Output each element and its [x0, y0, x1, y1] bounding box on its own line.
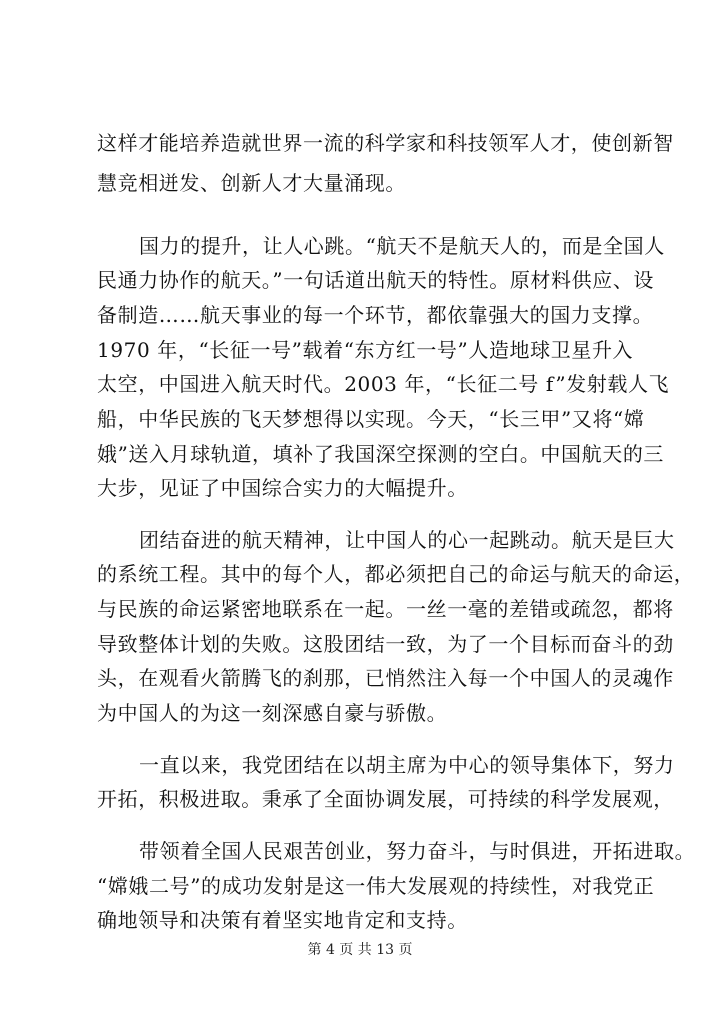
paragraph-start-line: 带领着全国人民艰苦创业，努力奋斗，与时俱进，开拓进取。	[139, 839, 696, 863]
text-line: 这样才能培养造就世界一流的科学家和科技领军人才，使创新智	[97, 131, 674, 155]
paragraph-start-line: 国力的提升，让人心跳。“航天不是航天人的，而是全国人	[139, 234, 665, 258]
text-line: 大步，见证了中国综合实力的大幅提升。	[97, 476, 468, 500]
text-line: 的系统工程。其中的每个人，都必须把自己的命运与航天的命运，	[97, 562, 695, 586]
text-line: 与民族的命运紧密地联系在一起。一丝一毫的差错或疏忽，都将	[97, 597, 674, 621]
page-number-footer: 第 4 页 共 13 页	[307, 942, 413, 958]
text-line: 太空，中国进入航天时代。2003 年，“长征二号 f”发射载人飞	[97, 372, 670, 396]
text-line: 船，中华民族的飞天梦想得以实现。今天，“长三甲”又将“嫦	[97, 407, 645, 431]
text-line: 开拓，积极进取。秉承了全面协调发展，可持续的科学发展观，	[97, 787, 674, 811]
text-line: 为中国人的为这一刻深感自豪与骄傲。	[97, 701, 448, 725]
paragraph-start-line: 一直以来，我党团结在以胡主席为中心的领导集体下，努力	[139, 753, 675, 777]
text-line: 确地领导和决策有着坚实地肯定和支持。	[97, 908, 468, 932]
text-line: 头，在观看火箭腾飞的刹那，已悄然注入每一个中国人的灵魂作	[97, 666, 674, 690]
text-line: 导致整体计划的失败。这股团结一致，为了一个目标而奋斗的劲	[97, 632, 674, 656]
text-line: 民通力协作的航天。”一句话道出航天的特性。原材料供应、设	[97, 268, 655, 292]
paragraph-start-line: 团结奋进的航天精神，让中国人的心一起跳动。航天是巨大	[139, 528, 675, 552]
text-line: 备制造……航天事业的每一个环节，都依靠强大的国力支撑。	[97, 303, 654, 327]
text-line: “嫦娥二号”的成功发射是这一伟大发展观的持续性，对我党正	[97, 874, 655, 898]
text-line: 娥”送入月球轨道，填补了我国深空探测的空白。中国航天的三	[97, 442, 665, 466]
text-line: 1970 年，“长征一号”载着“东方红一号”人造地球卫星升入	[97, 338, 634, 362]
text-line: 慧竞相迸发、创新人才大量涌现。	[97, 171, 406, 195]
